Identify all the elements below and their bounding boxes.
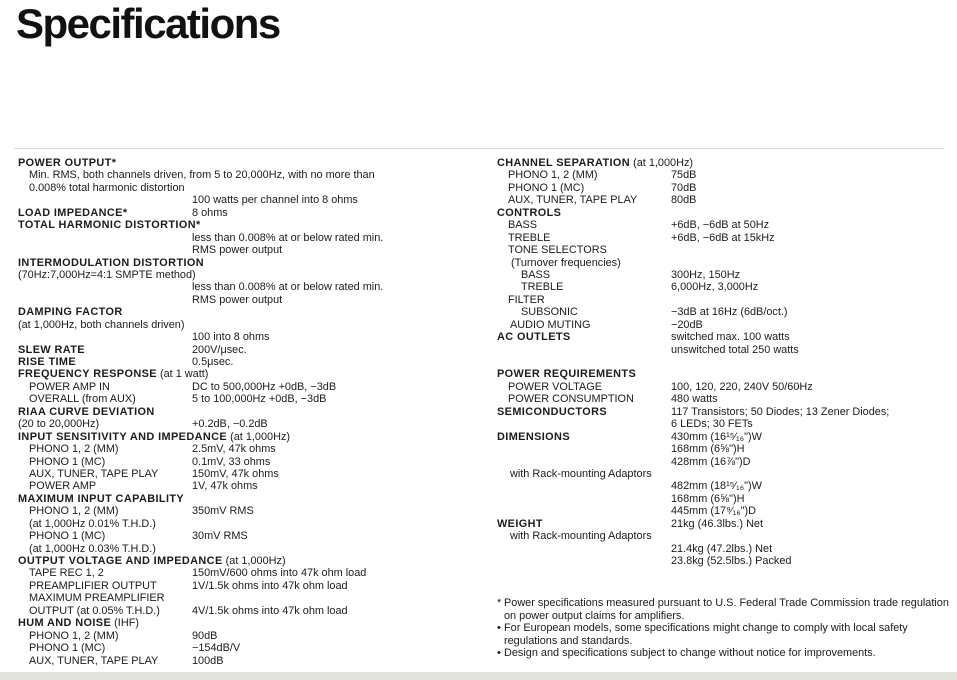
load-impedance-value: 8 ohms xyxy=(192,206,228,219)
spec-value: 21.4kg (47.2lbs.) Net xyxy=(671,542,773,555)
rise-time-heading: RISE TIME xyxy=(18,356,77,368)
spec-value: 482mm (18¹⁵⁄₁₆")W xyxy=(671,480,762,493)
ac-outlets-row xyxy=(497,331,949,343)
spec-label: POWER VOLTAGE xyxy=(508,380,602,393)
spec-label: TONE SELECTORS xyxy=(508,244,607,257)
damping-sub: (at 1,000Hz, both channels driven) xyxy=(18,318,185,331)
spec-value: DC to 500,000Hz +0dB, −3dB xyxy=(192,380,337,393)
output-voltage-suffix: (at 1,000Hz) xyxy=(225,555,286,567)
spec-label: TREBLE xyxy=(508,231,551,244)
spec-label: PHONO 1 (MC) xyxy=(29,642,106,655)
spec-label: MAXIMUM PREAMPLIFIER xyxy=(29,592,165,605)
spec-label: PHONO 1, 2 (MM) xyxy=(29,505,119,518)
spec-row xyxy=(18,443,488,455)
footnote xyxy=(497,597,949,622)
imd-heading: INTERMODULATION DISTORTION xyxy=(18,256,205,269)
power-output-desc: 0.008% total harmonic distortion xyxy=(29,181,185,194)
spec-row xyxy=(18,642,488,654)
spec-value: 6 LEDs; 30 FETs xyxy=(671,418,753,431)
page-title: Specifications xyxy=(16,0,280,47)
spec-value: 90dB xyxy=(192,629,218,642)
spec-row xyxy=(497,393,949,405)
hum-noise-heading: HUM AND NOISE xyxy=(18,617,112,630)
footnote xyxy=(497,622,949,647)
footnote-marker: * xyxy=(497,597,502,610)
footnote-text: Power specifications measured pursuant to U.S. Federal Trade Commission trade regulation on power output claims for amplifiers. xyxy=(504,597,949,622)
slew-rate-value: 200V/μsec. xyxy=(192,343,247,356)
spec-label: POWER AMP xyxy=(29,480,97,493)
spec-label: with Rack-mounting Adaptors xyxy=(510,467,652,480)
spec-value: 0.1mV, 33 ohms xyxy=(192,455,271,468)
load-impedance-heading: LOAD IMPEDANCE* xyxy=(18,206,128,219)
spec-row xyxy=(497,232,949,244)
left-spec-column xyxy=(18,157,488,667)
spec-label: PREAMPLIFIER OUTPUT xyxy=(29,579,157,592)
spec-value: 428mm (16⅞")D xyxy=(671,455,751,468)
power-output-heading: POWER OUTPUT* xyxy=(18,157,117,169)
spec-value: 23.8kg (52.5lbs.) Packed xyxy=(671,555,792,567)
spec-label: BASS xyxy=(521,268,551,281)
spec-note: (at 1,000Hz 0.01% T.H.D.) xyxy=(29,517,156,530)
spec-row xyxy=(497,269,949,281)
freq-response-suffix: (at 1 watt) xyxy=(159,368,209,381)
spec-value: 80dB xyxy=(671,194,697,207)
spec-row xyxy=(18,480,488,492)
spec-row xyxy=(18,655,488,667)
imd-sub: (70Hz:7,000Hz=4:1 SMPTE method) xyxy=(18,268,196,281)
spec-row xyxy=(18,418,488,430)
spec-value: 445mm (17⁹⁄₁₆")D xyxy=(671,505,756,518)
channel-separation-row xyxy=(497,157,949,169)
spec-row xyxy=(18,393,488,405)
footnote xyxy=(497,647,949,659)
spec-value: 168mm (6⅝")H xyxy=(671,443,745,456)
input-sensitivity-row xyxy=(18,431,488,443)
spec-value: 1V, 47k ohms xyxy=(192,480,258,493)
freq-response-row xyxy=(18,368,488,380)
spec-label: PHONO 1 (MC) xyxy=(29,530,106,543)
spec-value: 480 watts xyxy=(671,393,718,406)
spec-label: PHONO 1, 2 (MM) xyxy=(29,443,119,456)
spec-label: OVERALL (from AUX) xyxy=(29,393,136,406)
spec-label: FILTER xyxy=(508,293,545,306)
spec-label: POWER AMP IN xyxy=(29,380,110,393)
spec-value: −154dB/V xyxy=(192,642,241,655)
spec-value: 6,000Hz, 3,000Hz xyxy=(671,281,759,294)
spec-label: BASS xyxy=(508,219,538,232)
spec-row xyxy=(497,381,949,393)
spec-value: 70dB xyxy=(671,181,697,194)
spec-label: PHONO 1 (MC) xyxy=(29,455,106,468)
spec-label: AUX, TUNER, TAPE PLAY xyxy=(508,194,638,207)
spec-label: TAPE REC 1, 2 xyxy=(29,567,104,580)
spec-label: SUBSONIC xyxy=(521,306,578,319)
spec-label: OUTPUT (at 0.05% T.H.D.) xyxy=(29,604,160,617)
damping-heading: DAMPING FACTOR xyxy=(18,306,123,319)
riaa-value: +0.2dB, −0.2dB xyxy=(192,418,268,431)
max-input-heading: MAXIMUM INPUT CAPABILITY xyxy=(18,492,185,505)
spec-label: TREBLE xyxy=(521,281,564,294)
spec-value: +6dB, −6dB at 15kHz xyxy=(671,231,775,244)
slew-rate-row xyxy=(18,344,488,356)
spec-value: 21kg (46.3lbs.) Net xyxy=(671,517,764,530)
spec-row xyxy=(497,219,949,231)
hum-noise-suffix: (IHF) xyxy=(114,617,139,630)
spec-label: AUX, TUNER, TAPE PLAY xyxy=(29,467,159,480)
page-bottom-edge xyxy=(0,672,957,680)
thd-value: RMS power output xyxy=(192,244,283,257)
spec-label: POWER CONSUMPTION xyxy=(508,393,634,406)
spec-row xyxy=(18,456,488,468)
weight-row xyxy=(497,518,949,530)
spec-label: AUX, TUNER, TAPE PLAY xyxy=(29,654,159,667)
spec-row xyxy=(18,381,488,393)
spec-note: (Turnover frequencies) xyxy=(511,256,621,269)
spec-label: PHONO 1, 2 (MM) xyxy=(508,169,598,182)
spec-row xyxy=(18,530,488,542)
spec-label: PHONO 1 (MC) xyxy=(508,181,585,194)
spec-value: 168mm (6⅝")H xyxy=(671,492,745,505)
imd-value: RMS power output xyxy=(192,293,283,306)
spec-row xyxy=(497,194,949,206)
footnote-marker: • xyxy=(497,622,501,635)
dimensions-heading: DIMENSIONS xyxy=(497,430,570,443)
footnote-marker: • xyxy=(497,647,501,660)
channel-separation-heading: CHANNEL SEPARATION xyxy=(497,157,631,169)
spec-value: −20dB xyxy=(671,318,703,331)
rise-time-value: 0.5μsec. xyxy=(192,356,234,368)
input-sensitivity-suffix: (at 1,000Hz) xyxy=(230,430,291,443)
spec-row xyxy=(18,580,488,592)
spec-value: 4V/1.5k ohms into 47k ohm load xyxy=(192,604,348,617)
right-spec-column xyxy=(497,157,949,659)
spec-label: PHONO 1, 2 (MM) xyxy=(29,629,119,642)
spec-row xyxy=(497,319,949,331)
spec-row xyxy=(497,281,949,293)
spec-value: +6dB, −6dB at 50Hz xyxy=(671,219,770,232)
thd-heading: TOTAL HARMONIC DISTORTION* xyxy=(18,219,201,232)
spec-value: 117 Transistors; 50 Diodes; 13 Zener Diodes; xyxy=(671,405,890,418)
spec-value: 100dB xyxy=(192,654,224,667)
riaa-heading: RIAA CURVE DEVIATION xyxy=(18,405,155,418)
hum-noise-row xyxy=(18,617,488,629)
semiconductors-heading: SEMICONDUCTORS xyxy=(497,405,608,418)
output-voltage-row xyxy=(18,555,488,567)
output-voltage-heading: OUTPUT VOLTAGE AND IMPEDANCE xyxy=(18,555,223,567)
spec-label: with Rack-mounting Adaptors xyxy=(510,530,652,543)
spec-value: −3dB at 16Hz (6dB/oct.) xyxy=(671,306,788,319)
spec-value: 100, 120, 220, 240V 50/60Hz xyxy=(671,380,813,393)
footnote-text: Design and specifications subject to change without notice for improvements. xyxy=(504,647,876,660)
ac-outlets-heading: AC OUTLETS xyxy=(497,331,571,344)
power-requirements-heading: POWER REQUIREMENTS xyxy=(497,368,637,381)
damping-value: 100 into 8 ohms xyxy=(192,331,270,344)
spec-note: (at 1,000Hz 0.03% T.H.D.) xyxy=(29,542,156,555)
spec-value: 430mm (16¹⁵⁄₁₆")W xyxy=(671,430,762,443)
riaa-sub: (20 to 20,000Hz) xyxy=(18,418,100,431)
spec-row xyxy=(18,567,488,579)
divider-line xyxy=(14,148,944,149)
spec-row xyxy=(18,630,488,642)
power-output-desc: Min. RMS, both channels driven, from 5 to 20,000Hz, with no more than xyxy=(29,169,375,182)
spec-row xyxy=(497,306,949,318)
footnote-text: For European models, some specifications might change to comply with local safety regulations and standards. xyxy=(504,622,908,647)
spec-value: switched max. 100 watts xyxy=(671,331,790,344)
thd-value: less than 0.008% at or below rated min. xyxy=(192,231,384,244)
spec-value: 150mV, 47k ohms xyxy=(192,467,279,480)
spec-value: 2.5mV, 47k ohms xyxy=(192,443,276,456)
spec-value: 350mV RMS xyxy=(192,505,254,518)
spec-value: 5 to 100,000Hz +0dB, −3dB xyxy=(192,393,327,406)
spec-value: unswitched total 250 watts xyxy=(671,343,799,356)
spec-row xyxy=(18,605,488,617)
spec-value: 75dB xyxy=(671,169,697,182)
input-sensitivity-heading: INPUT SENSITIVITY AND IMPEDANCE xyxy=(18,430,228,443)
imd-value: less than 0.008% at or below rated min. xyxy=(192,281,384,294)
weight-heading: WEIGHT xyxy=(497,517,543,530)
slew-rate-heading: SLEW RATE xyxy=(18,343,85,356)
spec-row xyxy=(497,182,949,194)
controls-heading: CONTROLS xyxy=(497,206,562,219)
semiconductors-row xyxy=(497,406,949,418)
channel-separation-suffix: (at 1,000Hz) xyxy=(633,157,694,169)
load-impedance-row xyxy=(18,207,488,219)
spec-value: 30mV RMS xyxy=(192,530,248,543)
freq-response-heading: FREQUENCY RESPONSE xyxy=(18,368,157,381)
spec-value: 150mV/600 ohms into 47k ohm load xyxy=(192,567,367,580)
spec-label: AUDIO MUTING xyxy=(510,318,591,331)
power-output-value: 100 watts per channel into 8 ohms xyxy=(192,194,358,207)
spec-row xyxy=(497,169,949,181)
spec-row xyxy=(18,505,488,517)
rise-time-row xyxy=(18,356,488,368)
spec-value: 300Hz, 150Hz xyxy=(671,268,741,281)
dimensions-row xyxy=(497,431,949,443)
spec-value: 1V/1.5k ohms into 47k ohm load xyxy=(192,579,348,592)
spec-row xyxy=(18,468,488,480)
